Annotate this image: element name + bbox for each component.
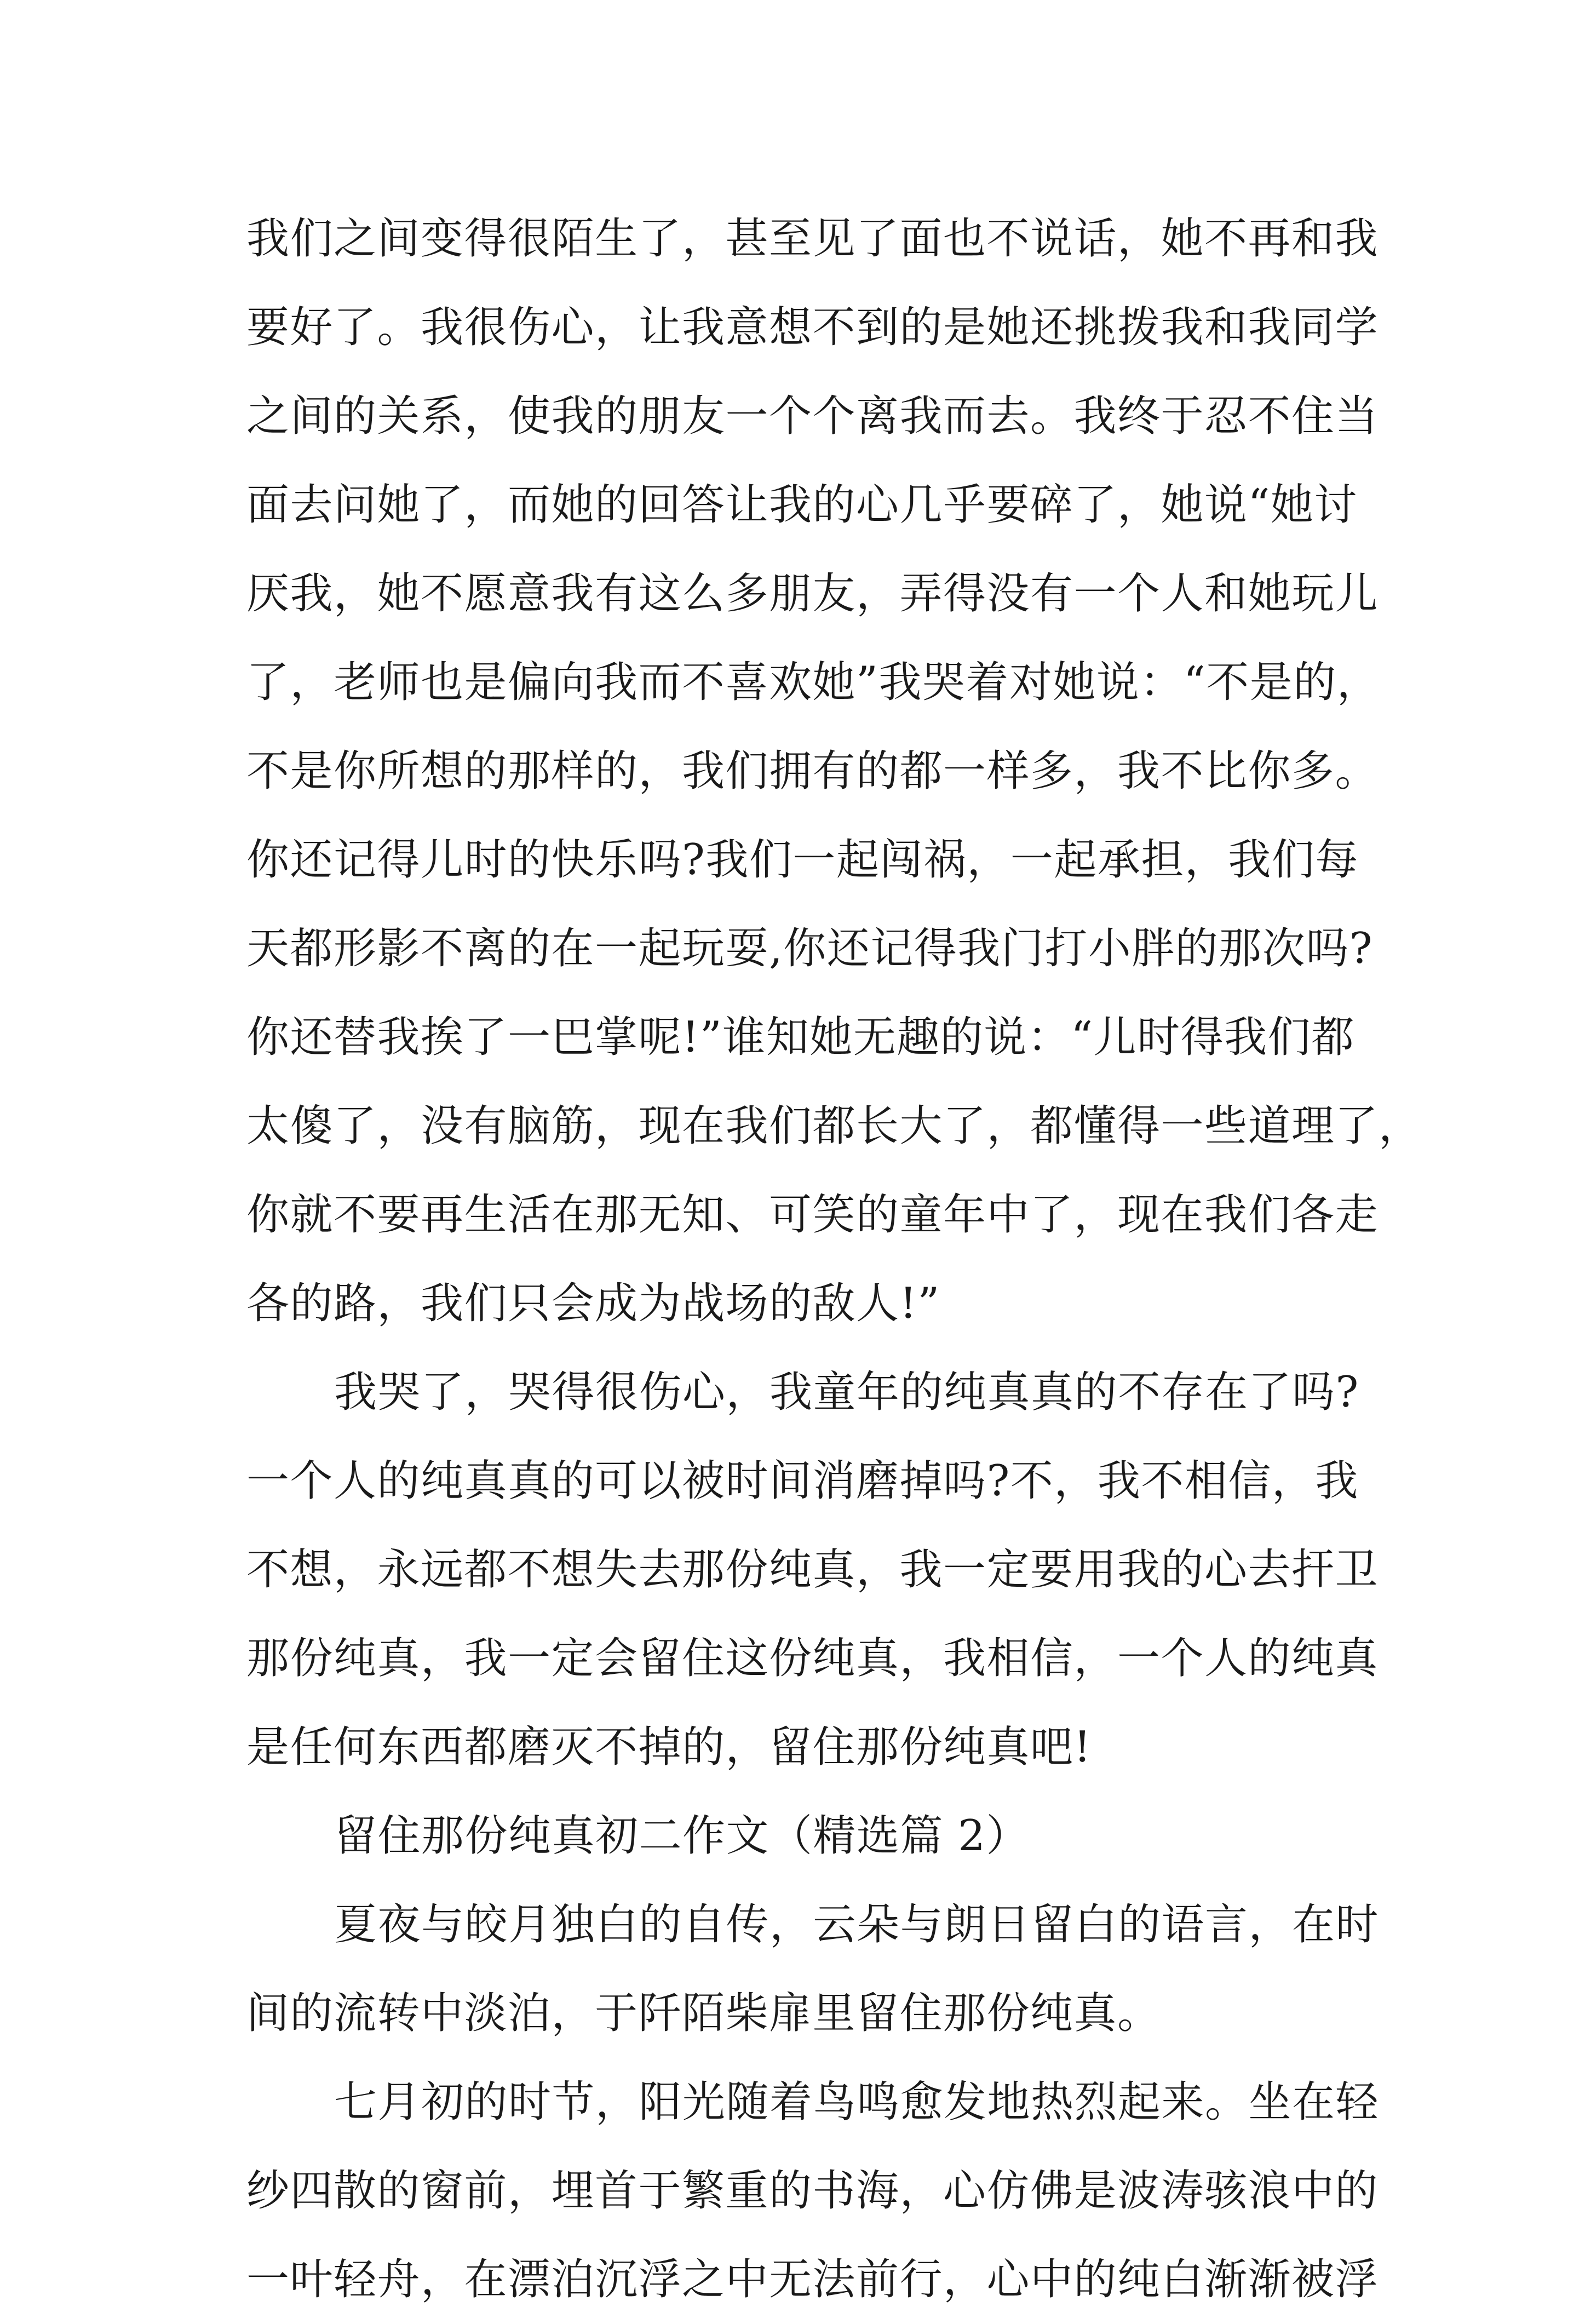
text-line: 我哭了，哭得很伤心，我童年的纯真真的不存在了吗? — [334, 1368, 1359, 1417]
text-line: 不想，永远都不想失去那份纯真，我一定要用我的心去扞卫 — [246, 1545, 1379, 1594]
text-line: 留住那份纯真初二作文（精选篇 2） — [334, 1811, 1030, 1861]
text-line: 一叶轻舟，在漂泊沉浮之中无法前行，心中的纯白渐渐被浮 — [246, 2255, 1379, 2304]
essay-text-block — [246, 194, 1422, 2324]
text-line: 你就不要再生活在那无知、可笑的童年中了，现在我们各走 — [246, 1190, 1379, 1240]
text-line: 之间的关系，使我的朋友一个个离我而去。我终于忍不住当 — [246, 392, 1379, 441]
text-line: 太傻了，没有脑筋，现在我们都长大了，都懂得一些道理了， — [246, 1101, 1422, 1151]
text-line: 是任何东西都磨灭不掉的，留住那份纯真吧! — [246, 1723, 1092, 1772]
text-line: 你还记得儿时的快乐吗?我们一起闯祸，一起承担，我们每 — [246, 835, 1359, 885]
text-line: 各的路，我们只会成为战场的敌人!” — [246, 1279, 940, 1328]
text-line: 一个人的纯真真的可以被时间消磨掉吗?不，我不相信，我 — [246, 1456, 1359, 1506]
text-line: 七月初的时节，阳光随着鸟鸣愈发地热烈起来。坐在轻 — [334, 2078, 1380, 2127]
text-line: 不是你所想的那样的，我们拥有的都一样多，我不比你多。 — [246, 747, 1379, 796]
text-line: 纱四散的窗前，埋首于繁重的书海，心仿佛是波涛骇浪中的 — [246, 2166, 1379, 2216]
text-line: 夏夜与皎月独白的自传，云朵与朗日留白的语言，在时 — [334, 1900, 1380, 1949]
text-line: 间的流转中淡泊，于阡陌柴扉里留住那份纯真。 — [246, 1989, 1161, 2038]
text-line: 要好了。我很伤心，让我意想不到的是她还挑拨我和我同学 — [246, 303, 1379, 352]
text-line: 面去问她了，而她的回答让我的心几乎要碎了，她说“她讨 — [246, 480, 1358, 530]
text-line: 那份纯真，我一定会留住这份纯真，我相信，一个人的纯真 — [246, 1634, 1379, 1683]
text-line: 我们之间变得很陌生了，甚至见了面也不说话，她不再和我 — [246, 214, 1379, 263]
text-line: 天都形影不离的在一起玩耍,你还记得我门打小胖的那次吗? — [246, 924, 1374, 973]
text-line: 厌我，她不愿意我有这么多朋友，弄得没有一个人和她玩儿 — [246, 569, 1379, 618]
text-line: 了，老师也是偏向我而不喜欢她”我哭着对她说：“不是的， — [246, 658, 1381, 707]
text-line: 你还替我挨了一巴掌呢!”谁知她无趣的说：“儿时得我们都 — [246, 1013, 1355, 1062]
